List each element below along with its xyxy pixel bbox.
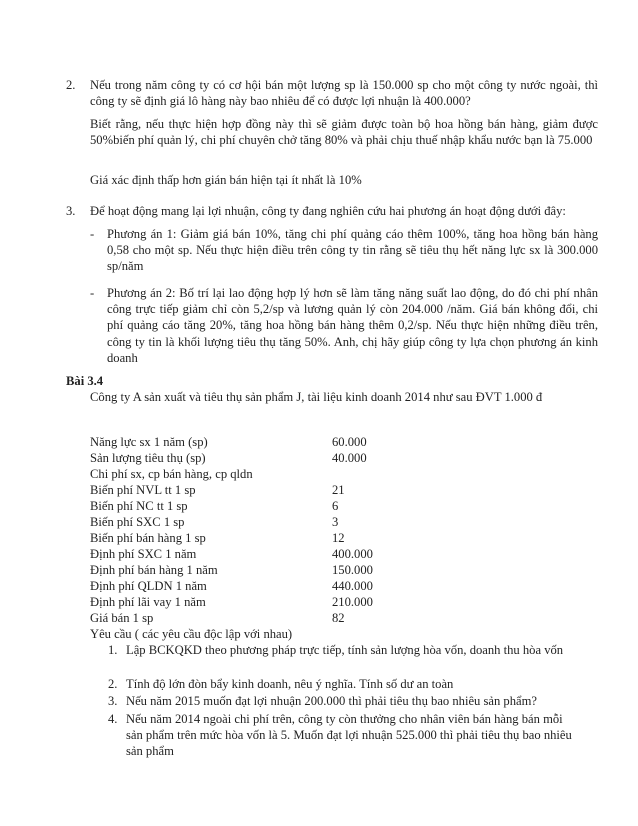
table-row	[90, 594, 510, 610]
row-value: 150.000	[332, 563, 373, 577]
table-row	[90, 578, 510, 594]
row-value: 40.000	[332, 451, 367, 465]
question-2-number: 2.	[66, 78, 76, 92]
row-label: Năng lực sx 1 năm (sp)	[90, 435, 208, 449]
question-3-number: 3.	[66, 204, 76, 218]
requirement-4-number: 4.	[108, 712, 118, 726]
row-value: 210.000	[332, 595, 373, 609]
question-2-note-price: Giá xác định thấp hơn gián bán hiện tại ít nhất là 10%	[90, 173, 362, 187]
requirement-1-number: 1.	[108, 643, 118, 657]
row-label: Định phí bán hàng 1 năm	[90, 563, 218, 577]
exercise-intro: Công ty A sản xuất và tiêu thụ sản phẩm J, tài liệu kinh doanh 2014 như sau ĐVT 1.000 đ	[90, 390, 543, 404]
option-1-text: Phương án 1: Giảm giá bán 10%, tăng chi phí quảng cáo thêm 100%, tăng hoa hồng bán hàng 0,58 cho một sp. Nếu thực hiện điều trên công ty tin rằng sẽ tiêu thụ hết năng lực sx là 300.000 sp/năm	[107, 227, 598, 274]
row-label: Biến phí bán hàng 1 sp	[90, 531, 206, 545]
table-row	[90, 562, 510, 578]
row-value: 82	[332, 611, 345, 625]
requirement-4-text: Nếu năm 2014 ngoài chi phí trên, công ty còn thưởng cho nhân viên bán hàng bán mỗi sản phẩm trên mức hòa vốn là 5. Muốn đạt lợi nhuận 525.000 thì phải tiêu thụ bao nhiêu sản phẩm	[126, 712, 572, 759]
row-label: Chi phí sx, cp bán hàng, cp qldn	[90, 467, 253, 481]
row-label: Định phí QLDN 1 năm	[90, 579, 207, 593]
row-label: Định phí SXC 1 năm	[90, 547, 197, 561]
requirement-2-text: Tính độ lớn đòn bẩy kinh doanh, nêu ý nghĩa. Tính số dư an toàn	[126, 677, 454, 691]
table-row	[90, 610, 510, 626]
option-1-dash: -	[90, 227, 95, 241]
row-value: 6	[332, 499, 339, 513]
table-row	[90, 514, 510, 530]
row-value: 440.000	[332, 579, 373, 593]
table-row	[90, 466, 510, 482]
row-label: Giá bán 1 sp	[90, 611, 154, 625]
row-value: 3	[332, 515, 339, 529]
row-label: Biến phí SXC 1 sp	[90, 515, 185, 529]
table-row	[90, 498, 510, 514]
table-row	[90, 546, 510, 562]
table-row	[90, 482, 510, 498]
table-row	[90, 450, 510, 466]
exercise-title: Bài 3.4	[66, 374, 104, 388]
row-value: 60.000	[332, 435, 367, 449]
table-row	[90, 530, 510, 546]
requirement-2-number: 2.	[108, 677, 118, 691]
option-2-text: Phương án 2: Bố trí lại lao động hợp lý hơn sẽ làm tăng năng suất lao động, do đó chi phí nhân công trực tiếp giảm chỉ còn 5,2/sp và lương quản lý còn 204.000 /năm. Giá bán không đổi, chi phí quảng cáo tăng 20%, tăng hoa hồng bán hàng thêm 0,2/sp. Nếu thực hiện những điều trên, công ty tin là khối lượng tiêu thụ tăng 50%. Anh, chị hãy giúp công ty lựa chọn phương án kinh doanh	[107, 286, 598, 365]
question-3-text: Để hoạt động mang lại lợi nhuận, công ty đang nghiên cứu hai phương án hoạt động dưới đây:	[90, 204, 566, 218]
option-2-dash: -	[90, 286, 95, 300]
row-label: Biến phí NC tt 1 sp	[90, 499, 188, 513]
table-row	[90, 434, 510, 450]
row-value: 400.000	[332, 547, 373, 561]
requirement-1-text: Lập BCKQKD theo phương pháp trực tiếp, tính sản lượng hòa vốn, doanh thu hòa vốn	[126, 643, 564, 657]
row-label: Biến phí NVL tt 1 sp	[90, 483, 196, 497]
row-label: Định phí lãi vay 1 năm	[90, 595, 206, 609]
requirement-3-text: Nếu năm 2015 muốn đạt lợi nhuận 200.000 thì phải tiêu thụ bao nhiêu sản phẩm?	[126, 694, 537, 708]
row-label: Sản lượng tiêu thụ (sp)	[90, 451, 206, 465]
row-value: 21	[332, 483, 345, 497]
requirements-title: Yêu cầu ( các yêu cầu độc lập với nhau)	[90, 627, 293, 641]
question-2-note-conditions: Biết rằng, nếu thực hiện hợp đồng này thì sẽ giảm được toàn bộ hoa hồng bán hàng, giảm được 50%biến phí quản lý, chi phí chuyên chở tăng 80% và phải chịu thuế nhập khẩu nước bạn là 75.000	[90, 117, 598, 148]
question-2-text: Nếu trong năm công ty có cơ hội bán một lượng sp là 150.000 sp cho một công ty nước ngoài, thì công ty sẽ định giá lô hàng này bao nhiêu để có được lợi nhuận là 400.000?	[90, 78, 598, 109]
requirement-3-number: 3.	[108, 694, 118, 708]
row-value: 12	[332, 531, 345, 545]
